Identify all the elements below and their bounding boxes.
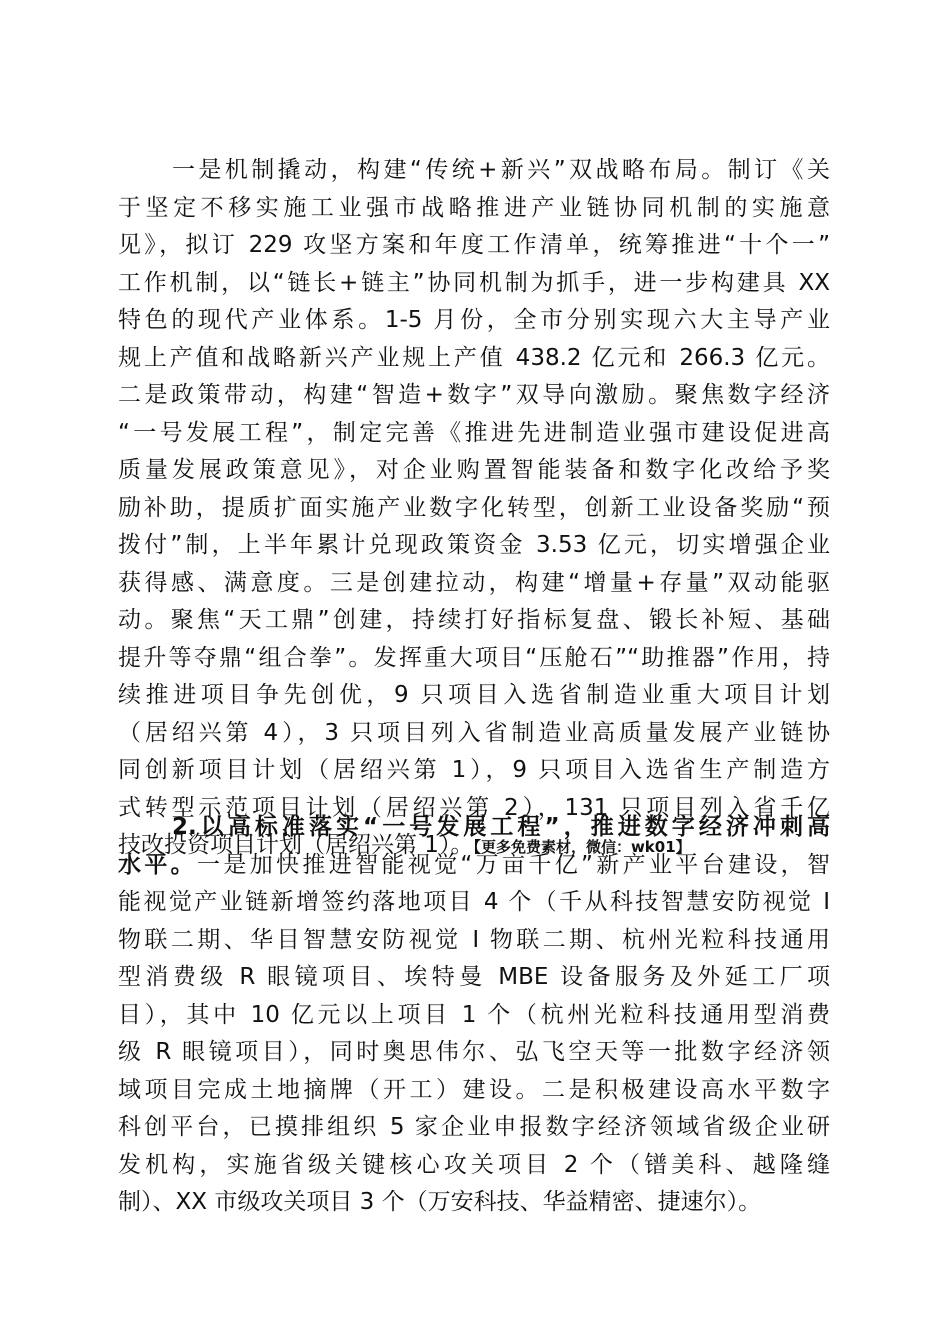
paragraph-digital-economy	[118, 809, 830, 1222]
text-line: 式转型示范项目计划（居绍兴第 2），131 只项目列入省千亿	[118, 794, 830, 821]
section-heading-tail: 水平。	[118, 851, 198, 878]
text-line: 物联二期、华目智慧安防视觉 I 物联二期、杭州光粒科技通用	[118, 926, 830, 953]
text-line: （居绍兴第 4），3 只项目列入省制造业高质量发展产业链协	[118, 719, 830, 746]
text-line: 动。聚焦“天工鼎”创建，持续打好指标复盘、锻长补短、基础	[118, 607, 830, 633]
text-line: 提升等夺鼎“组合拳”。发挥重大项目“压舱石”“助推器”作用，持	[118, 644, 830, 671]
text-line: 质量发展政策意见》，对企业购置智能装备和数字化改给予奖	[118, 457, 830, 483]
text-line: 能视觉产业链新增签约落地项目 4 个（千从科技智慧安防视觉 I	[118, 889, 830, 915]
text-line: 同创新项目计划（居绍兴第 1），9 只项目入选省生产制造方	[118, 757, 830, 783]
text-line: 目），其中 10 亿元以上项目 1 个（杭州光粒科技通用型消费	[118, 1001, 830, 1028]
text-line: 规上产值和战略新兴产业规上产值 438.2 亿元和 266.3 亿元。	[118, 344, 830, 371]
text-line: 型消费级 R 眼镜项目、埃特曼 MBE 设备服务及外延工厂项	[118, 964, 830, 990]
text-line: 拨付”制，上半年累计兑现政策资金 3.53 亿元，切实增强企业	[118, 532, 830, 558]
text-line-content: 一是加快推进智能视觉“万亩千亿”新产业平台建设，智	[197, 851, 831, 878]
text-line: 于坚定不移实施工业强市战略推进产业链协同机制的实施意	[118, 194, 830, 221]
text-line: 工作机制，以“链长+链主”协同机制为抓手，进一步构建具 XX	[118, 269, 830, 296]
text-line: 级 R 眼镜项目），同时奥思伟尔、弘飞空天等一批数字经济领	[118, 1039, 830, 1065]
text-line: 特色的现代产业体系。1-5 月份，全市分别实现六大主导产业	[118, 307, 830, 333]
text-line: 励补助，提质扩面实施产业数字化转型，创新工业设备奖励“预	[118, 494, 830, 521]
text-line: “一号发展工程”，制定完善《推进先进制造业强市建设促进高	[118, 419, 830, 446]
text-line: 获得感、满意度。三是创建拉动，构建“增量+存量”双动能驱	[118, 569, 830, 596]
text-line: 制）、XX 市级攻关项目 3 个（万安科技、华益精密、捷速尔）。	[118, 1189, 762, 1215]
text-line: 科创平台，已摸排组织 5 家企业申报数字经济领域省级企业研	[118, 1114, 830, 1140]
section-heading: 2.以高标准落实“一号发展工程”，推进数字经济冲刺高	[172, 814, 830, 840]
text-line	[118, 847, 830, 885]
text-line: 域项目完成土地摘牌（开工）建设。二是积极建设高水平数字	[118, 1076, 830, 1103]
text-line-content: 技改投资项目计划（居绍兴第 1）。	[118, 832, 474, 858]
text-line: 续推进项目争先创优，9 只项目入选省制造业重大项目计划	[118, 682, 830, 708]
text-line: 一是机制撬动，构建“传统+新兴”双战略布局。制订《关	[172, 157, 830, 183]
text-line: 见》，拟订 229 攻坚方案和年度工作清单，统筹推进“十个一”	[118, 232, 830, 258]
text-line: 二是政策带动，构建“智造+数字”双导向激励。聚焦数字经济	[118, 382, 830, 408]
promo-note: 【更多免费素材，微信：wk01】	[473, 838, 691, 856]
paragraph-industrial-strategy	[118, 152, 830, 865]
text-line: 发机构，实施省级关键核心攻关项目 2 个（镨美科、越隆缝	[118, 1151, 830, 1178]
